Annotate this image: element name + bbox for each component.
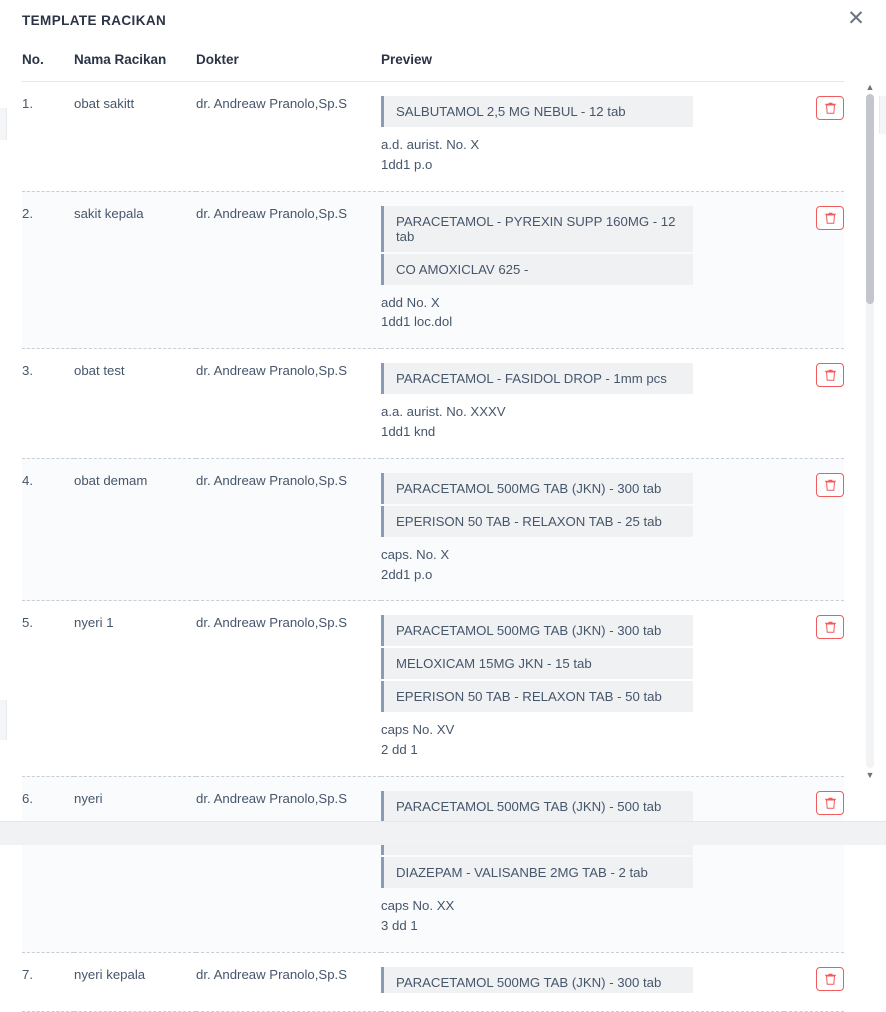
signa-line: 2 dd 1 — [381, 742, 418, 758]
table-body — [22, 82, 844, 1012]
row-number: 3. — [22, 349, 74, 459]
signa-line: a.a. aurist. No. XXXV — [381, 404, 506, 420]
row-preview — [381, 601, 784, 777]
med-line: PARACETAMOL 500MG TAB (JKN) - 300 tab — [381, 615, 693, 646]
table-row[interactable] — [22, 82, 844, 192]
modal-body — [0, 40, 886, 990]
row-number: 6. — [22, 776, 74, 952]
table-row[interactable] — [22, 191, 844, 349]
med-line: PARACETAMOL - PYREXIN SUPP 160MG - 12 tab — [381, 206, 693, 252]
row-number: 7. — [22, 952, 74, 1011]
row-number: 2. — [22, 191, 74, 349]
signa-line: caps. No. X — [381, 546, 450, 562]
med-line: DIAZEPAM - VALISANBE 2MG TAB - 2 tab — [381, 857, 693, 888]
med-line: SALBUTAMOL 2,5 MG NEBUL - 12 tab — [381, 96, 693, 127]
col-header-action — [784, 40, 844, 82]
page-title: TEMPLATE RACIKAN — [22, 12, 167, 28]
chevron-up-icon[interactable]: ▲ — [865, 82, 875, 92]
row-nama-racikan: obat demam — [74, 458, 196, 601]
row-actions — [784, 458, 844, 601]
template-table-container — [22, 40, 844, 990]
table-row[interactable] — [22, 349, 844, 459]
delete-icon[interactable] — [816, 206, 844, 230]
modal-header — [0, 0, 886, 40]
close-icon[interactable]: ✕ — [847, 7, 865, 30]
row-signa — [381, 402, 784, 442]
template-table — [22, 40, 844, 1012]
signa-line: caps No. XX — [381, 897, 455, 913]
med-line: PARACETAMOL 500MG TAB (JKN) - 500 tab — [381, 791, 693, 822]
vertical-scrollbar[interactable] — [864, 80, 876, 782]
table-row[interactable] — [22, 601, 844, 777]
row-actions — [784, 776, 844, 952]
row-actions — [784, 82, 844, 192]
delete-icon[interactable] — [816, 967, 844, 991]
med-line: CO AMOXICLAV 625 - — [381, 254, 693, 285]
row-dokter: dr. Andreaw Pranolo,Sp.S — [196, 776, 381, 952]
delete-icon[interactable] — [816, 96, 844, 120]
med-line: PARACETAMOL 500MG TAB (JKN) - 300 tab — [381, 967, 693, 993]
row-nama-racikan: nyeri 1 — [74, 601, 196, 777]
signa-line: 1dd1 knd — [381, 423, 436, 439]
chevron-down-icon[interactable]: ▼ — [865, 770, 875, 780]
row-signa — [381, 720, 784, 760]
row-actions — [784, 601, 844, 777]
table-row[interactable] — [22, 952, 844, 1011]
col-header-preview: Preview — [381, 40, 784, 82]
row-preview — [381, 776, 784, 952]
row-preview — [381, 952, 784, 1011]
delete-icon[interactable] — [816, 791, 844, 815]
med-line: EPERISON 50 TAB - RELAXON TAB - 25 tab — [381, 506, 693, 537]
row-dokter: dr. Andreaw Pranolo,Sp.S — [196, 191, 381, 349]
row-dokter: dr. Andreaw Pranolo,Sp.S — [196, 349, 381, 459]
med-line: PARACETAMOL - FASIDOL DROP - 1mm pcs — [381, 363, 693, 394]
row-nama-racikan: obat test — [74, 349, 196, 459]
row-preview — [381, 458, 784, 601]
table-row[interactable] — [22, 776, 844, 952]
signa-line: a.d. aurist. No. X — [381, 137, 480, 152]
col-header-nama: Nama Racikan — [74, 40, 196, 82]
delete-icon[interactable] — [816, 363, 844, 387]
row-signa — [381, 135, 784, 175]
med-line: MELOXICAM 15MG JKN - 15 tab — [381, 648, 693, 679]
row-signa — [381, 896, 784, 936]
row-preview — [381, 82, 784, 192]
table-row[interactable] — [22, 458, 844, 601]
modal-footer — [0, 821, 886, 845]
row-signa — [381, 545, 784, 585]
signa-line: 3 dd 1 — [381, 917, 418, 933]
signa-line: 1dd1 loc.dol — [381, 314, 453, 330]
signa-line: add No. X — [381, 294, 440, 310]
row-preview — [381, 191, 784, 349]
col-header-dokter: Dokter — [196, 40, 381, 82]
row-nama-racikan: nyeri kepala — [74, 952, 196, 1011]
row-signa — [381, 293, 784, 333]
table-header-row — [22, 40, 844, 82]
delete-icon[interactable] — [816, 473, 844, 497]
scrollbar-thumb[interactable] — [866, 94, 874, 304]
row-number: 4. — [22, 458, 74, 601]
med-line: EPERISON 50 TAB - RELAXON TAB - 50 tab — [381, 681, 693, 712]
signa-line: 2dd1 p.o — [381, 566, 433, 582]
row-dokter: dr. Andreaw Pranolo,Sp.S — [196, 952, 381, 1011]
col-header-no: No. — [22, 40, 74, 82]
row-actions — [784, 349, 844, 459]
row-dokter: dr. Andreaw Pranolo,Sp.S — [196, 458, 381, 601]
row-number: 5. — [22, 601, 74, 777]
row-preview — [381, 349, 784, 459]
row-number: 1. — [22, 82, 74, 192]
table-header — [22, 40, 844, 82]
signa-line: caps No. XV — [381, 722, 455, 738]
row-actions — [784, 191, 844, 349]
signa-line: 1dd1 p.o — [381, 156, 433, 172]
row-actions — [784, 952, 844, 1011]
med-line: PARACETAMOL 500MG TAB (JKN) - 300 tab — [381, 473, 693, 504]
row-dokter: dr. Andreaw Pranolo,Sp.S — [196, 82, 381, 192]
row-nama-racikan: nyeri — [74, 776, 196, 952]
row-dokter: dr. Andreaw Pranolo,Sp.S — [196, 601, 381, 777]
row-nama-racikan: obat sakitt — [74, 82, 196, 192]
row-nama-racikan: sakit kepala — [74, 191, 196, 349]
delete-icon[interactable] — [816, 615, 844, 639]
